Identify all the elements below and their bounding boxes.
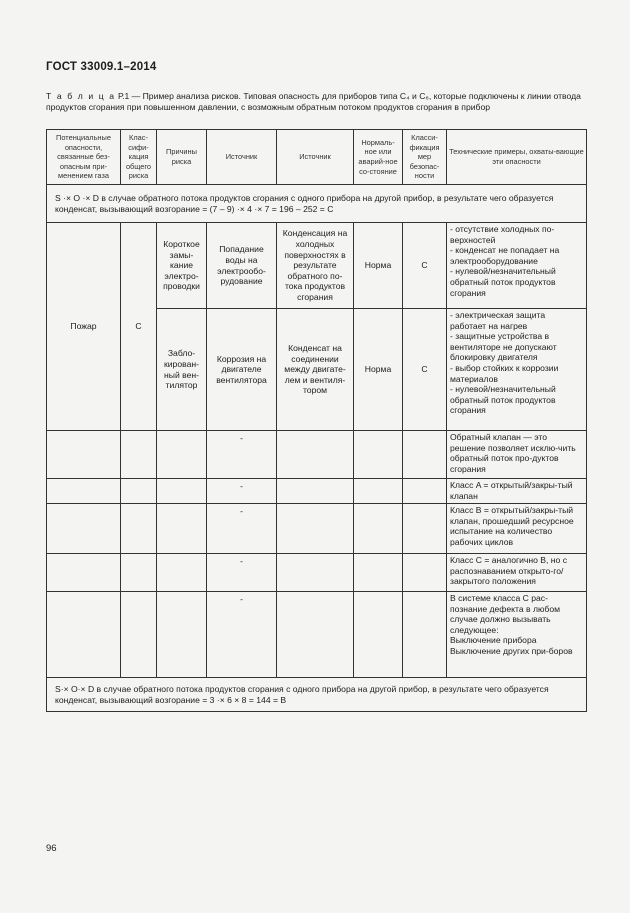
header-state: Нормаль-ное или аварий-ное со-стояние [354, 130, 403, 185]
empty-cell [277, 431, 354, 479]
dash-cell: - [207, 554, 277, 592]
examples-cell: Класс B = открытый/закры-тый клапан, прошедший ресурсное испытание на количество рабочих циклов [447, 504, 587, 554]
empty-cell [403, 592, 447, 678]
note-row-bottom [47, 678, 587, 712]
risk-class-cell: C [121, 223, 157, 431]
empty-cell [354, 479, 403, 504]
empty-cell [157, 479, 207, 504]
empty-cell [121, 592, 157, 678]
dash-cell: - [207, 479, 277, 504]
source2-cell: Конденсация на холодных поверхностях в результате обратного по-тока продуктов сгорания [277, 223, 354, 309]
dash-cell: - [207, 592, 277, 678]
risk-analysis-table [46, 129, 587, 712]
examples-cell: Обратный клапан — это решение позволяет исклю-чить обратный поток про-дуктов сгорания [447, 431, 587, 479]
page-number: 96 [46, 843, 57, 854]
empty-cell [157, 431, 207, 479]
state-cell: Норма [354, 223, 403, 309]
table-caption [46, 91, 586, 113]
empty-cell [47, 431, 121, 479]
empty-cell [47, 554, 121, 592]
header-row [47, 130, 587, 185]
table-row [47, 479, 587, 504]
empty-cell [277, 504, 354, 554]
examples-cell: Класс A = открытый/закры-тый клапан [447, 479, 587, 504]
note-bottom: S·× O·× D в случае обратного потока продуктов сгорания с одного прибора на другой прибор, в результате чего образуется конденсат, вызывающий возгорание = 3 ·× 6 × 8 = 144 = B [47, 678, 587, 712]
empty-cell [121, 479, 157, 504]
empty-cell [47, 479, 121, 504]
state-cell: Норма [354, 309, 403, 431]
hazard-cell: Пожар [47, 223, 121, 431]
empty-cell [354, 554, 403, 592]
examples-cell: В системе класса C рас-познание дефекта в любом случае должно вызывать следующее: Выключение прибора Выключение других при-боров [447, 592, 587, 678]
header-examples: Технические примеры, охваты-вающие эти опасности [447, 130, 587, 185]
header-risk-class: Клас-сифи-кация общего риска [121, 130, 157, 185]
empty-cell [157, 554, 207, 592]
empty-cell [277, 554, 354, 592]
table-caption-label: Т а б л и ц а [46, 91, 116, 101]
table-caption-text: Р.1 — Пример анализа рисков. Типовая опасность для приборов типа C₄ и C₆, которые подключены к линии отвода продуктов сгорания при повышенном давлении, с возможным обратным потоком продуктов сгорания в прибор [46, 91, 581, 113]
table-row [47, 431, 587, 479]
dash-cell: - [207, 504, 277, 554]
empty-cell [403, 479, 447, 504]
header-source-2: Источник [277, 130, 354, 185]
source2-cell: Конденсат на соединении между двигате-лем и вентиля-тором [277, 309, 354, 431]
dash-cell: - [207, 431, 277, 479]
note-top: S ·× O ·× D в случае обратного потока продуктов сгорания с одного прибора на другой прибор, в результате чего образуется конденсат, вызывающий возгорание = (7 – 9) ·× 4 ·× 7 = 196 – 252 = C [47, 185, 587, 223]
table-row [47, 504, 587, 554]
empty-cell [354, 431, 403, 479]
examples-cell: - отсутствие холодных по-верхностей - конденсат не попадает на электрооборудование - нулевой/незначительный обратный поток продуктов сгорания [447, 223, 587, 309]
table-row [47, 554, 587, 592]
measure-cell: C [403, 309, 447, 431]
source1-cell: Коррозия на двигателе вентилятора [207, 309, 277, 431]
empty-cell [277, 592, 354, 678]
empty-cell [121, 554, 157, 592]
measure-cell: C [403, 223, 447, 309]
empty-cell [157, 592, 207, 678]
header-source-1: Источник [207, 130, 277, 185]
empty-cell [47, 592, 121, 678]
note-row-top [47, 185, 587, 223]
empty-cell [277, 479, 354, 504]
cause-cell: Короткое замы-кание электро-проводки [157, 223, 207, 309]
standard-header: ГОСТ 33009.1–2014 [46, 61, 157, 73]
header-hazards: Потенциальные опасности, связанные без-опасным при-менением газа [47, 130, 121, 185]
cause-cell: Забло-кирован-ный вен-тилятор [157, 309, 207, 431]
empty-cell [121, 431, 157, 479]
header-causes: Причины риска [157, 130, 207, 185]
empty-cell [354, 504, 403, 554]
empty-cell [354, 592, 403, 678]
empty-cell [157, 504, 207, 554]
empty-cell [403, 431, 447, 479]
table-row [47, 223, 587, 309]
empty-cell [121, 504, 157, 554]
examples-cell: Класс C = аналогично B, но с распознаванием открыто-го/закрытого положения [447, 554, 587, 592]
table-row [47, 592, 587, 678]
empty-cell [403, 504, 447, 554]
source1-cell: Попадание воды на электрообо-рудование [207, 223, 277, 309]
empty-cell [47, 504, 121, 554]
empty-cell [403, 554, 447, 592]
examples-cell: - электрическая защита работает на нагрев - защитные устройства в вентиляторе не допускают блокировку двигателя - выбор стойких к коррозии материалов - нулевой/незначительный обратный поток продуктов сгорания [447, 309, 587, 431]
header-measure-class: Класси-фикация мер безопас-ности [403, 130, 447, 185]
